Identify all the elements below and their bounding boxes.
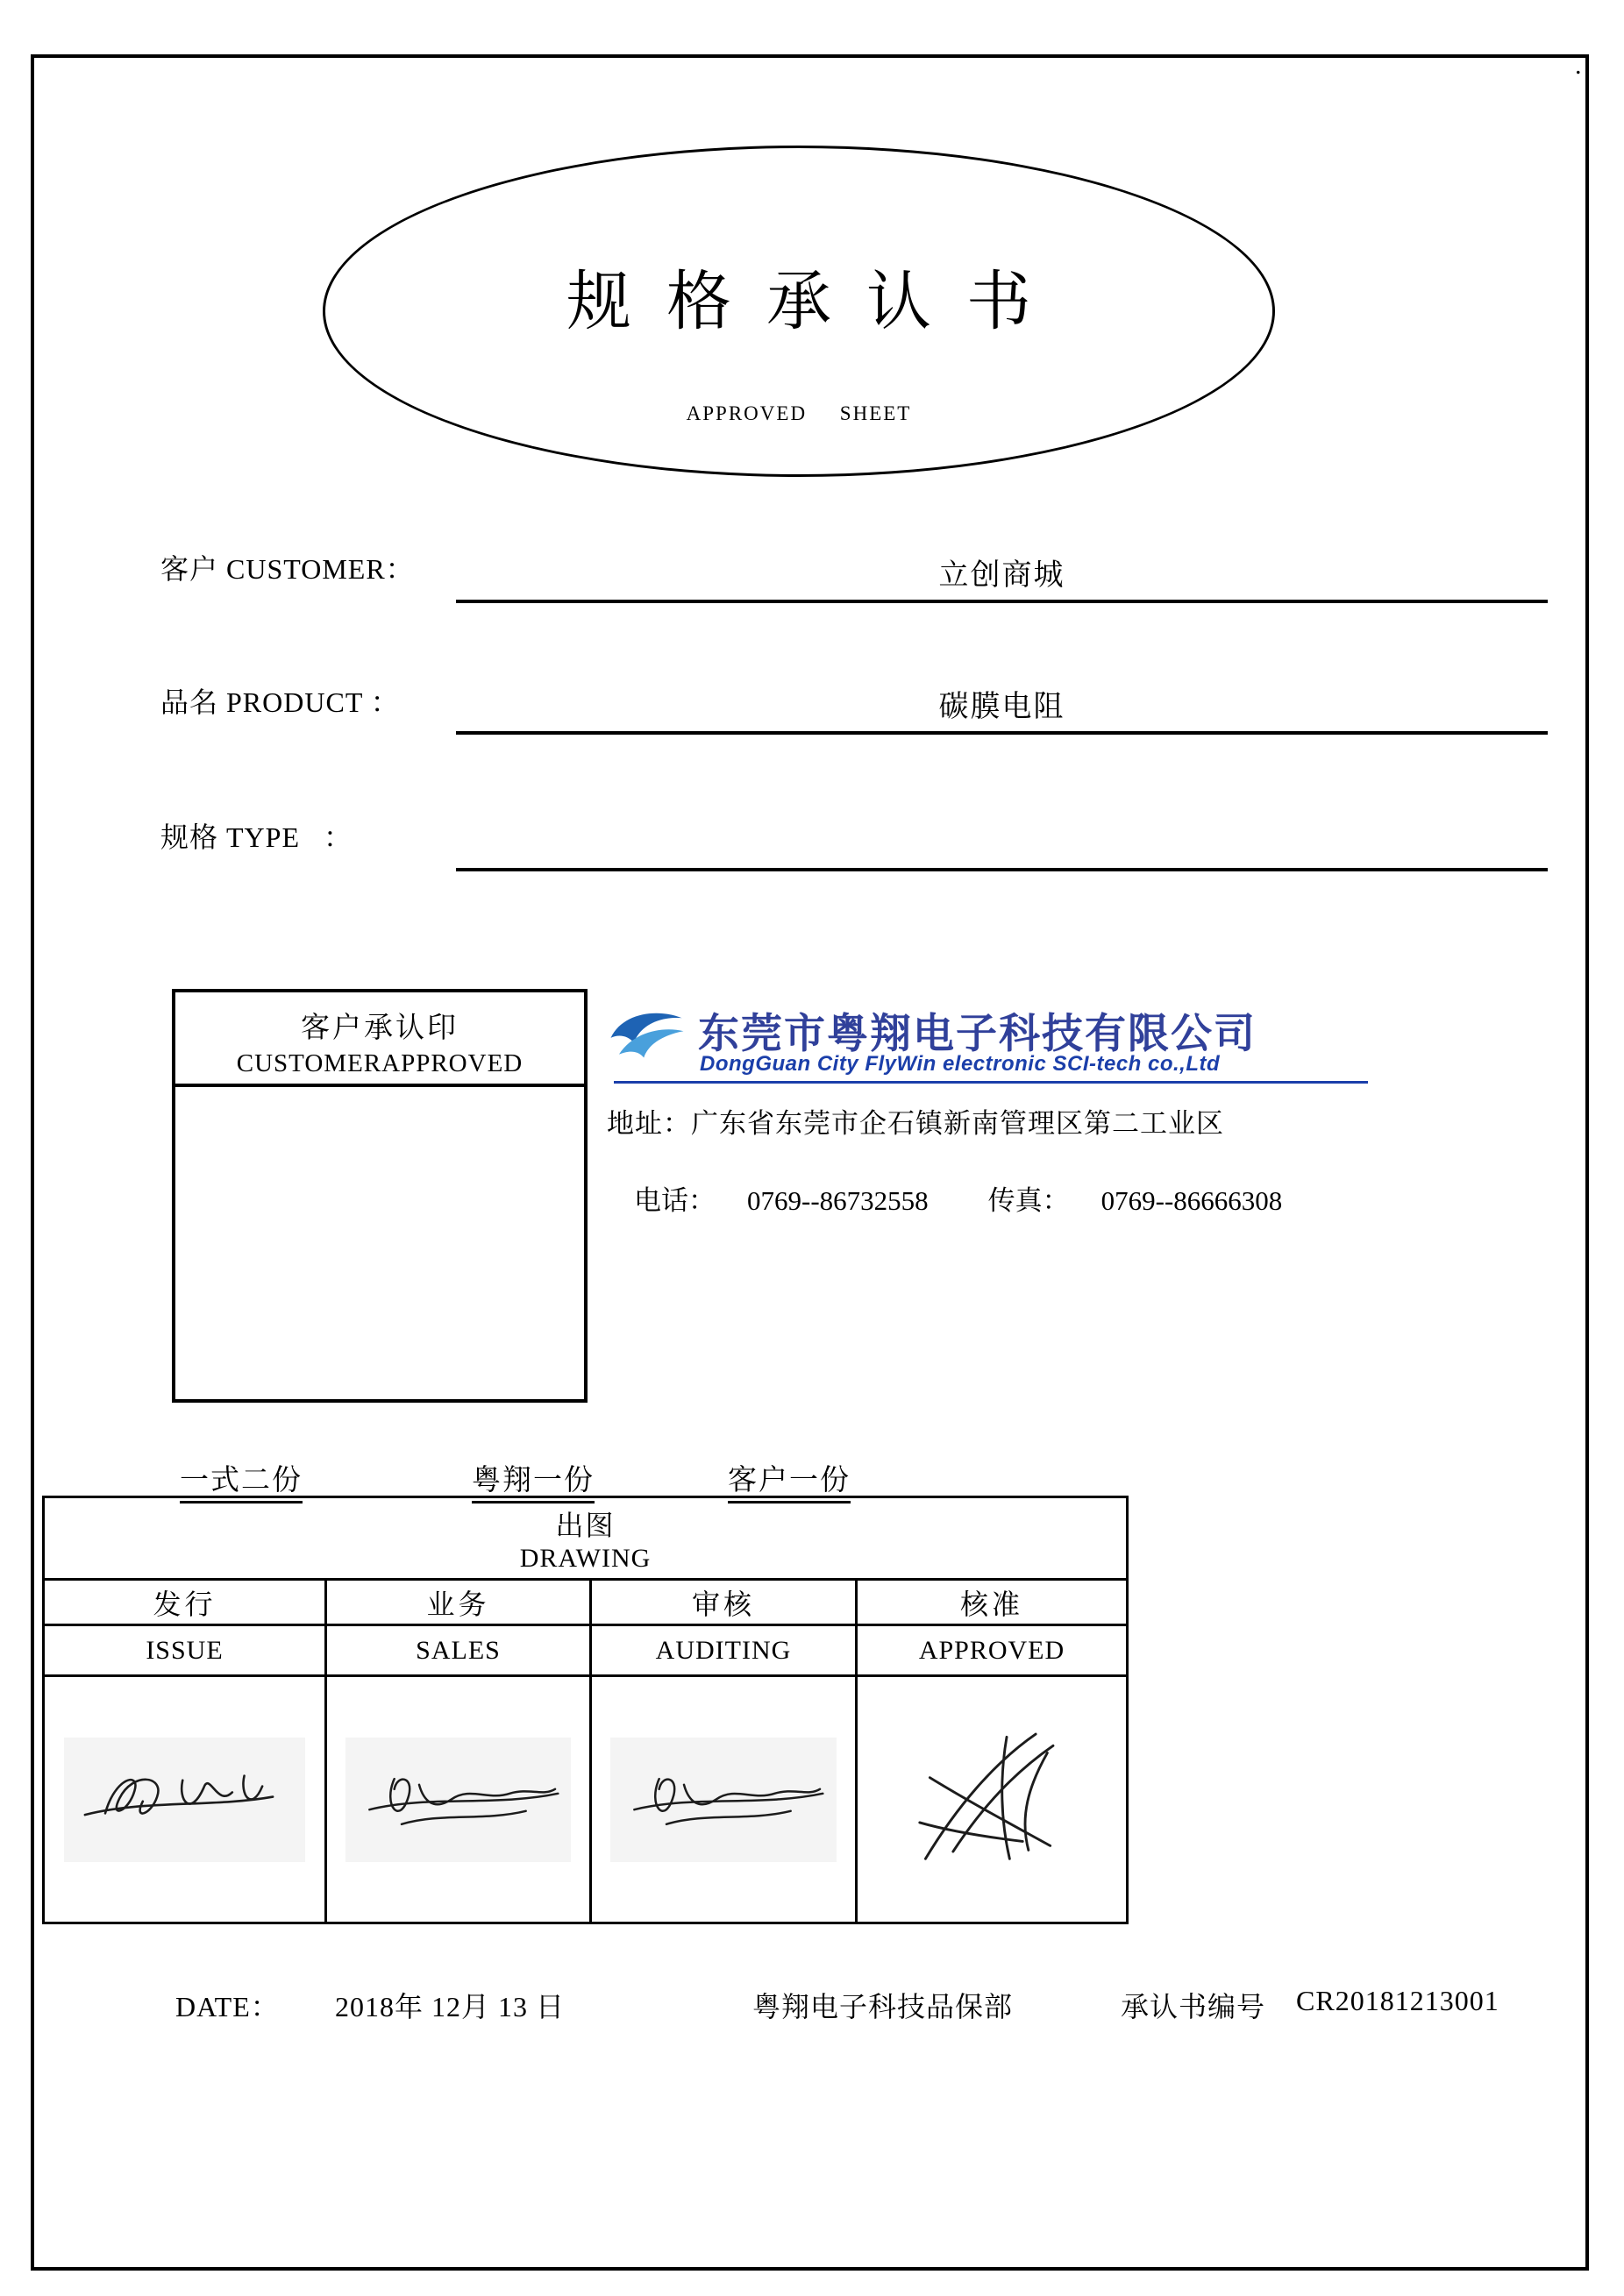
column-header-approved-cn: 核准 [857,1580,1128,1625]
customer-field-label: 客户 CUSTOMER： [160,553,415,585]
signature-scan-patch [64,1738,304,1862]
company-name-en: DongGuan City FlyWin electronic SCI-tech co.,Ltd [700,1052,1221,1076]
stamp-box-title-en: CUSTOMERAPPROVED [236,1049,524,1077]
approval-signature-table [42,1496,1129,1924]
column-header-sales-en: SALES [326,1625,591,1676]
column-header-issue-en: ISSUE [44,1625,326,1676]
signature-cell-issue [44,1676,326,1923]
signature-auditing [614,1753,833,1845]
product-field-underline [456,731,1548,735]
customer-stamp-box [172,989,588,1403]
stamp-empty-area [175,1087,584,1399]
product-field-label: 品名 PRODUCT ： [160,686,400,718]
table-title-cn: 出图 [555,1509,616,1541]
signature-scan-patch [610,1738,837,1862]
phone-label: 电话： [634,1185,716,1216]
department-name: 粤翔电子科技品保部 [752,1991,1014,2022]
column-header-auditing-cn: 审核 [591,1580,857,1625]
table-title-cell [44,1497,1128,1580]
signature-cell-approved [857,1676,1128,1923]
stamp-box-title-cn: 客户承认印 [301,1013,459,1044]
doc-number-label: 承认书编号 [1121,1991,1266,2022]
column-header-approved-en: APPROVED [857,1625,1128,1676]
fax-label: 传真： [987,1185,1070,1216]
flywin-swoosh-logo-icon [605,1006,689,1064]
customer-field-value: 立创商城 [938,559,1065,592]
company-logo-underline [614,1081,1368,1084]
document-title-cn: 规格承认书 [566,267,1066,338]
signature-sales [349,1753,568,1845]
table-title-en: DRAWING [519,1543,652,1573]
signature-scan-patch [345,1738,571,1862]
customer-field-underline [456,600,1548,603]
signature-cell-sales [326,1676,591,1923]
type-field-underline [456,868,1548,871]
scan-artifact-dot: . [1575,51,1582,80]
copies-total-label: 一式二份 [180,1457,303,1503]
type-field-label: 规格 TYPE ： [160,821,353,853]
doc-number-value: CR20181213001 [1296,1985,1499,2016]
title-ellipse [323,146,1275,477]
company-phone-line [607,1147,1282,1249]
signature-approved [898,1710,1086,1885]
date-label: DATE： [175,1991,280,2022]
column-header-issue-cn: 发行 [44,1580,326,1625]
stamp-box-header [175,992,584,1087]
company-name-cn: 东莞市粤翔电子科技有限公司 [698,1010,1257,1056]
signature-issue [70,1747,298,1852]
copies-customer-label: 客户一份 [728,1457,851,1503]
copies-flywin-label: 粤翔一份 [472,1457,595,1503]
column-header-sales-cn: 业务 [326,1580,591,1625]
fax-number: 0769--86666308 [1100,1185,1283,1216]
company-address: 地址：广东省东莞市企石镇新南管理区第二工业区 [607,1108,1224,1139]
product-field-value: 碳膜电阻 [938,691,1065,723]
signature-cell-auditing [591,1676,857,1923]
phone-number: 0769--86732558 [747,1185,929,1216]
document-title-en: APPROVED SHEET [686,402,912,424]
date-value: 2018年 12月 13 日 [335,1991,566,2022]
column-header-auditing-en: AUDITING [591,1625,857,1676]
